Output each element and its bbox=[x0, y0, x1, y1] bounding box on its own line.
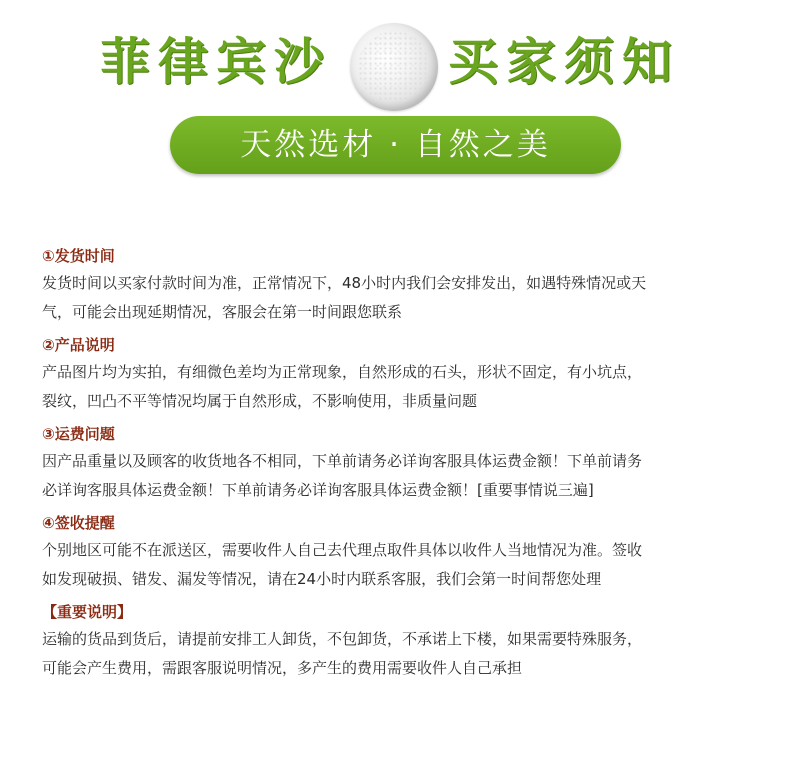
section-heading: 【重要说明】 bbox=[42, 603, 133, 621]
section-line: 如发现破损、错发、漏发等情况，请在24小时内联系客服，我们会第一时间帮您处理 bbox=[42, 570, 602, 588]
section-heading: ①发货时间 bbox=[42, 247, 115, 265]
section-body bbox=[42, 269, 742, 327]
section-line: 裂纹，凹凸不平等情况均属于自然形成，不影响使用，非质量问题 bbox=[42, 392, 478, 410]
section-shipping-time bbox=[42, 243, 742, 327]
section-body bbox=[42, 625, 742, 683]
banner-slogan: 天然选材 · 自然之美 bbox=[170, 116, 621, 174]
notice-content bbox=[42, 243, 742, 688]
page-header bbox=[0, 0, 790, 220]
title-product-name: 菲律宾沙 bbox=[100, 33, 332, 91]
title-buyer-notice: 买家须知 bbox=[448, 33, 680, 91]
section-line: 气，可能会出现延期情况，客服会在第一时间跟您联系 bbox=[42, 303, 403, 321]
section-shipping-cost bbox=[42, 421, 742, 505]
sand-sample-image bbox=[350, 23, 438, 111]
section-line: 产品图片均为实拍，有细微色差均为正常现象，自然形成的石头，形状不固定，有小坑点， bbox=[42, 363, 643, 381]
section-line: 运输的货品到货后，请提前安排工人卸货，不包卸货，不承诺上下楼，如果需要特殊服务， bbox=[42, 630, 643, 648]
section-body bbox=[42, 358, 742, 416]
section-important-note bbox=[42, 599, 742, 683]
section-line: 发货时间以买家付款时间为准，正常情况下，48小时内我们会安排发出，如遇特殊情况或天 bbox=[42, 274, 647, 292]
section-product-description bbox=[42, 332, 742, 416]
section-body bbox=[42, 536, 742, 594]
section-line: 因产品重量以及顾客的收货地各不相同，下单前请务必详询客服具体运费金额！下单前请务 bbox=[42, 452, 643, 470]
section-heading: ④签收提醒 bbox=[42, 514, 115, 532]
section-body bbox=[42, 447, 742, 505]
section-receipt-reminder bbox=[42, 510, 742, 594]
section-heading: ②产品说明 bbox=[42, 336, 115, 354]
section-line: 个别地区可能不在派送区，需要收件人自己去代理点取件具体以收件人当地情况为准。签收 bbox=[42, 541, 643, 559]
section-line: 必详询客服具体运费金额！下单前请务必详询客服具体运费金额！[重要事情说三遍] bbox=[42, 481, 594, 499]
section-line: 可能会产生费用，需跟客服说明情况，多产生的费用需要收件人自己承担 bbox=[42, 659, 523, 677]
section-heading: ③运费问题 bbox=[42, 425, 115, 443]
